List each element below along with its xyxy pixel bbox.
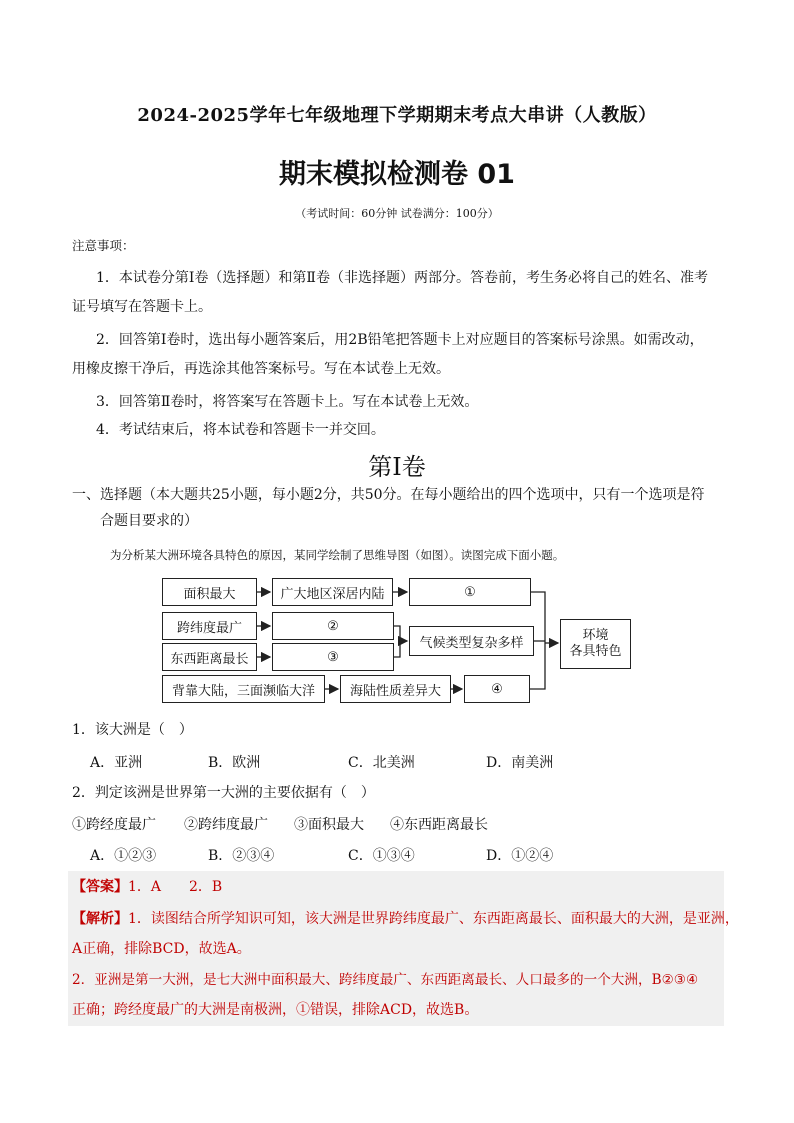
box-environment-line2: 各具特色 xyxy=(569,644,622,659)
notice-item-3: 3．回答第Ⅱ卷时，将答案写在答题卡上。写在本试卷上无效。 xyxy=(96,394,479,410)
q2-fact-1: ①跨经度最广 xyxy=(72,817,156,833)
exam-title: 期末模拟检测卷 01 xyxy=(279,159,515,190)
q1-option-c: C．北美洲 xyxy=(348,755,415,771)
q2-option-d: D．①②④ xyxy=(486,848,554,864)
box-area-largest: 面积最大 xyxy=(162,578,257,606)
analysis-line-4: 正确；跨经度最广的大洲是南极洲，①错误，排除ACD，故选B。 xyxy=(72,1002,479,1018)
analysis-text-1: 1．读图结合所学知识可知，该大洲是世界跨纬度最广、东西距离最长、面积最大的大洲，是亚洲， xyxy=(128,911,739,927)
analysis-line-3: 2．亚洲是第一大洲，是七大洲中面积最大、跨纬度最广、东西距离最长、人口最多的一个大洲，B②③④ xyxy=(72,972,699,988)
answer-label: 【答案】 xyxy=(72,879,128,895)
section-title: 第Ⅰ卷 xyxy=(368,453,426,481)
box-east-west: 东西距离最长 xyxy=(162,643,257,671)
q1-option-b: B．欧洲 xyxy=(208,755,261,771)
box-climate: 气候类型复杂多样 xyxy=(409,626,534,656)
question-intro: 为分析某大洲环境各具特色的原因，某同学绘制了思维导图（如图）。读图完成下面小题。 xyxy=(110,548,565,562)
box-blank-4: ④ xyxy=(464,675,530,703)
exam-time-info: （考试时间：60分钟 试卷满分：100分） xyxy=(295,207,499,220)
q2-option-b: B．②③④ xyxy=(208,848,275,864)
q2-option-c: C．①③④ xyxy=(348,848,415,864)
box-blank-1: ① xyxy=(409,578,531,606)
notice-item-1: 1．本试卷分第Ⅰ卷（选择题）和第Ⅱ卷（非选择题）两部分。答卷前，考生务必将自己的姓名、准考 xyxy=(96,270,708,286)
question-1-stem: 1．该大洲是（ ） xyxy=(72,722,193,738)
box-blank-2: ② xyxy=(272,612,394,640)
box-sea-land: 海陆性质差异大 xyxy=(340,675,451,703)
box-inland: 广大地区深居内陆 xyxy=(272,578,393,606)
notice-item-4: 4．考试结束后，将本试卷和答题卡一并交回。 xyxy=(96,422,385,438)
notice-item-1-cont: 证号填写在答题卡上。 xyxy=(72,299,212,315)
question-2-stem: 2．判定该洲是世界第一大洲的主要依据有（ ） xyxy=(72,785,375,801)
analysis-line-2: A正确，排除BCD，故选A。 xyxy=(72,941,251,957)
q2-fact-4: ④东西距离最长 xyxy=(390,817,488,833)
box-blank-3: ③ xyxy=(272,643,394,671)
box-environment-line1: 环境 xyxy=(582,628,609,643)
notice-item-2-cont: 用橡皮擦干净后，再选涂其他答案标号。写在本试卷上无效。 xyxy=(72,361,450,377)
q2-fact-3: ③面积最大 xyxy=(294,817,364,833)
q1-option-a: A．亚洲 xyxy=(90,755,143,771)
document-title: 2024-2025学年七年级地理下学期期末考点大串讲（人教版） xyxy=(137,105,657,126)
answer-line xyxy=(72,877,222,897)
analysis-label: 【解析】 xyxy=(72,911,128,927)
analysis-line-1 xyxy=(72,909,739,929)
box-environment xyxy=(560,619,631,669)
q2-fact-2: ②跨纬度最广 xyxy=(184,817,268,833)
notice-item-2: 2．回答第Ⅰ卷时，选出每小题答案后，用2B铅笔把答题卡上对应题目的答案标号涂黑。如需改动， xyxy=(96,332,704,348)
part-instructions: 一、选择题（本大题共25小题，每小题2分，共50分。在每小题给出的四个选项中，只有一个选项是符 xyxy=(72,487,705,503)
box-latitude: 跨纬度最广 xyxy=(162,612,257,640)
answer-text: 1．A 2．B xyxy=(128,879,223,895)
q1-option-d: D．南美洲 xyxy=(486,755,554,771)
box-backed-by-continent: 背靠大陆，三面濒临大洋 xyxy=(162,675,325,703)
q2-option-a: A．①②③ xyxy=(90,848,157,864)
part-instructions-cont: 合题目要求的） xyxy=(100,513,198,529)
notice-heading: 注意事项： xyxy=(72,238,135,253)
